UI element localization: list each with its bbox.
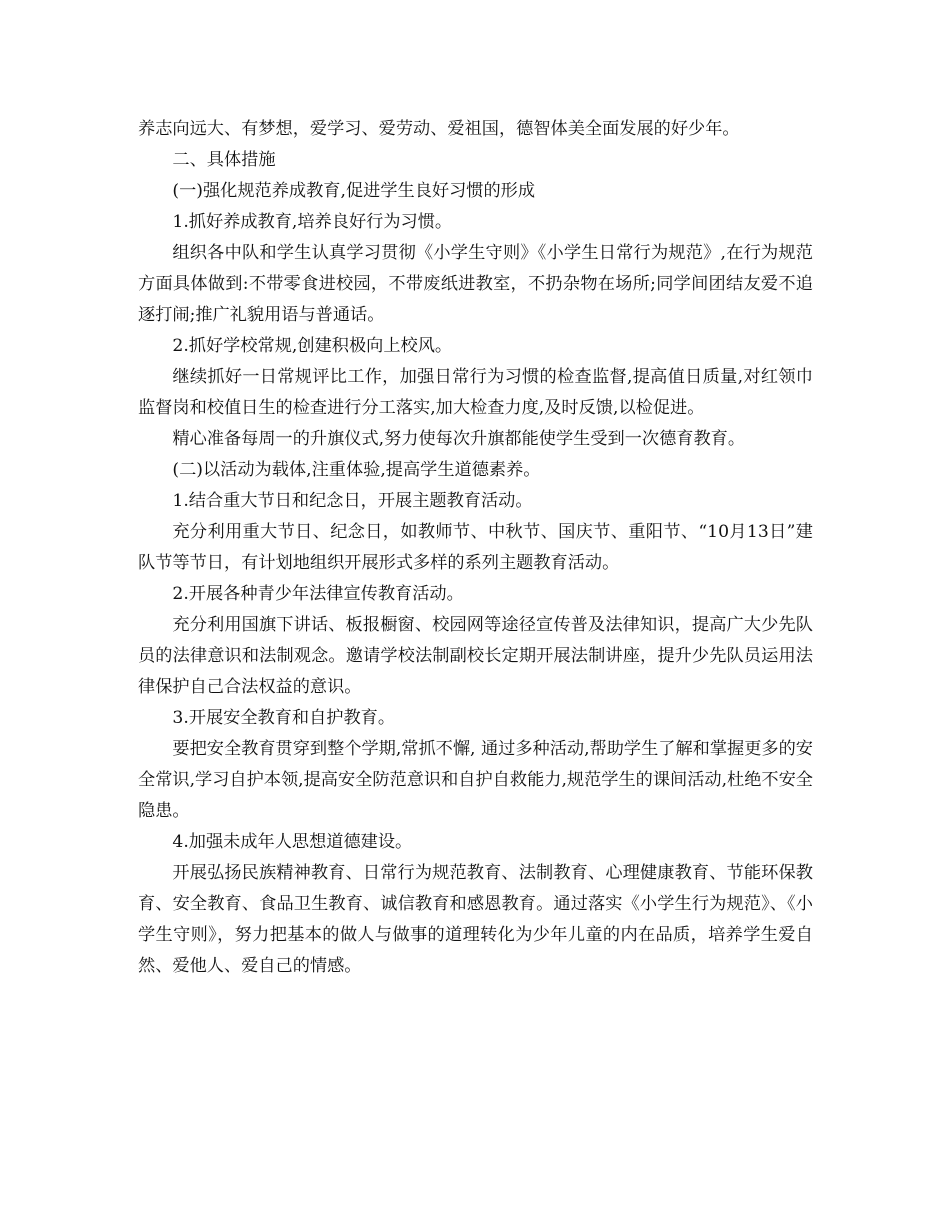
item-heading-2-1: 1.结合重大节日和纪念日，开展主题教育活动。 xyxy=(172,491,533,511)
paragraph-1-2b: 精心准备每周一的升旗仪式,努力使每次升旗都能使学生受到一次德育教育。 xyxy=(172,429,746,449)
paragraph-continuation: 养志向远大、有梦想，爱学习、爱劳动、爱祖国，德智体美全面发展的好少年。 xyxy=(138,119,740,139)
document-page xyxy=(138,114,813,982)
paragraph-1-1: 组织各中队和学生认真学习贯彻《小学生守则》《小学生日常行为规范》,在行为规范方面具体做到:不带零食进校园，不带废纸进教室，不扔杂物在场所;同学间团结友爱不追逐打闹;推广礼貌用语与普通话。 xyxy=(138,243,813,325)
section-heading-measures: 二、具体措施 xyxy=(172,150,276,170)
paragraph-2-1: 充分利用重大节日、纪念日，如教师节、中秋节、国庆节、重阳节、“10月13日”建队节等节日，有计划地组织开展形式多样的系列主题教育活动。 xyxy=(138,522,813,573)
item-heading-2-4: 4.加强未成年人思想道德建设。 xyxy=(172,832,413,852)
paragraph-1-2a: 继续抓好一日常规评比工作，加强日常行为习惯的检查监督,提高值日质量,对红领巾监督岗和校值日生的检查进行分工落实,加大检查力度,及时反馈,以检促进。 xyxy=(138,367,813,418)
paragraph-2-2: 充分利用国旗下讲话、板报橱窗、校园网等途径宣传普及法律知识，提高广大少先队员的法律意识和法制观念。邀请学校法制副校长定期开展法制讲座，提升少先队员运用法律保护自己合法权益的意识。 xyxy=(138,615,813,697)
item-heading-2-2: 2.开展各种青少年法律宣传教育活动。 xyxy=(172,584,464,604)
item-heading-2-3: 3.开展安全教育和自护教育。 xyxy=(172,708,396,728)
subsection-heading-2: (二)以活动为载体,注重体验,提高学生道德素养。 xyxy=(172,460,541,480)
item-heading-1-2: 2.抓好学校常规,创建积极向上校风。 xyxy=(172,336,453,356)
paragraph-2-3: 要把安全教育贯穿到整个学期,常抓不懈, 通过多种活动,帮助学生了解和掌握更多的安全常识,学习自护本领,提高安全防范意识和自护自救能力,规范学生的课间活动,杜绝不安全隐患。 xyxy=(138,739,813,821)
paragraph-2-4: 开展弘扬民族精神教育、日常行为规范教育、法制教育、心理健康教育、节能环保教育、安全教育、食品卫生教育、诚信教育和感恩教育。通过落实《小学生行为规范》、《小学生守则》，努力把基本的做人与做事的道理转化为少年儿童的内在品质，培养学生爱自然、爱他人、爱自己的情感。 xyxy=(138,863,813,976)
subsection-heading-1: (一)强化规范养成教育,促进学生良好习惯的形成 xyxy=(172,181,536,201)
item-heading-1-1: 1.抓好养成教育,培养良好行为习惯。 xyxy=(172,212,453,232)
